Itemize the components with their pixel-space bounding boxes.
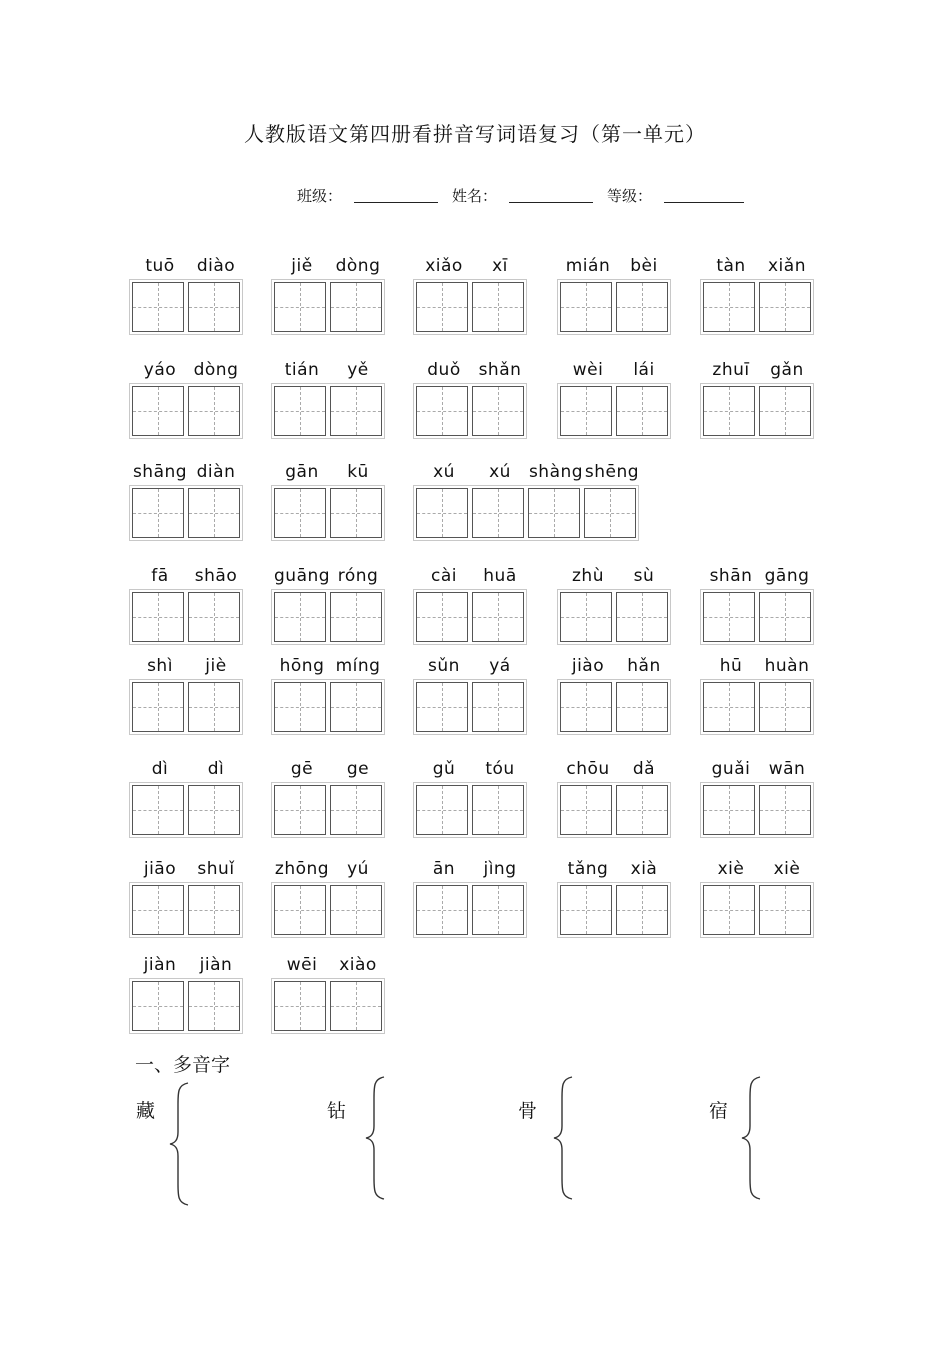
tianzige-box[interactable] (274, 592, 326, 642)
writing-boxes (557, 882, 671, 938)
tianzige-box[interactable] (188, 386, 240, 436)
name-label: 姓名： (452, 187, 498, 205)
pinyin-label (560, 656, 672, 678)
tianzige-box[interactable] (560, 592, 612, 642)
writing-boxes (413, 882, 527, 938)
page-title: 人教版语文第四册看拼音写词语复习（第一单元） (244, 122, 706, 146)
tianzige-box[interactable] (416, 488, 468, 538)
writing-boxes (271, 589, 385, 645)
pinyin-syllable: xiǎn (768, 256, 806, 276)
pinyin-syllable: gē (290, 759, 314, 779)
writing-boxes (557, 782, 671, 838)
pinyin-label (560, 256, 672, 278)
tianzige-box[interactable] (616, 282, 668, 332)
writing-boxes (557, 589, 671, 645)
pinyin-syllable: gǎn (770, 360, 804, 380)
polyphone-char: 宿 (709, 1100, 729, 1122)
tianzige-box[interactable] (416, 885, 468, 935)
pinyin-syllable: xú (489, 462, 511, 482)
writing-boxes (413, 485, 639, 541)
tianzige-box[interactable] (416, 282, 468, 332)
writing-boxes (129, 383, 243, 439)
writing-boxes (271, 882, 385, 938)
class-label: 班级： (297, 187, 343, 205)
pinyin-syllable: diào (196, 256, 236, 276)
grade-label: 等级： (607, 187, 653, 205)
pinyin-label (560, 360, 672, 382)
tianzige-box[interactable] (584, 488, 636, 538)
tianzige-box[interactable] (472, 386, 524, 436)
pinyin-syllable: duǒ (427, 360, 461, 380)
pinyin-label (416, 859, 528, 881)
writing-boxes (413, 279, 527, 335)
writing-boxes (557, 279, 671, 335)
pinyin-syllable: yú (347, 859, 369, 879)
pinyin-syllable: jiě (291, 256, 313, 276)
tianzige-box[interactable] (416, 386, 468, 436)
tianzige-box[interactable] (616, 592, 668, 642)
tianzige-box[interactable] (132, 885, 184, 935)
pinyin-syllable: tuō (145, 256, 175, 276)
pinyin-syllable: zhuī (712, 360, 750, 380)
pinyin-syllable: jiàn (199, 955, 233, 975)
tianzige-box[interactable] (703, 592, 755, 642)
pinyin-syllable: jiāo (143, 859, 177, 879)
tianzige-box[interactable] (188, 885, 240, 935)
tianzige-box[interactable] (188, 785, 240, 835)
pinyin-syllable: dǎ (632, 759, 656, 779)
pinyin-syllable: xiè (717, 859, 745, 879)
pinyin-label (703, 759, 815, 781)
pinyin-syllable: tián (284, 360, 320, 380)
tianzige-box[interactable] (703, 386, 755, 436)
pinyin-label (560, 759, 672, 781)
writing-boxes (129, 679, 243, 735)
pinyin-syllable: huā (483, 566, 517, 586)
pinyin-syllable: dòng (335, 256, 381, 276)
brace-icon (740, 1074, 766, 1202)
tianzige-box[interactable] (416, 682, 468, 732)
pinyin-label (560, 566, 672, 588)
name-blank (509, 188, 593, 203)
pinyin-syllable: bèi (630, 256, 658, 276)
writing-boxes (271, 279, 385, 335)
pinyin-label (132, 462, 244, 484)
tianzige-box[interactable] (703, 682, 755, 732)
pinyin-syllable: shuǐ (197, 859, 235, 879)
pinyin-syllable: tǎng (567, 859, 609, 879)
tianzige-box[interactable] (560, 885, 612, 935)
tianzige-box[interactable] (132, 386, 184, 436)
pinyin-syllable: guǎi (711, 759, 751, 779)
writing-boxes (129, 485, 243, 541)
tianzige-box[interactable] (330, 282, 382, 332)
tianzige-box[interactable] (132, 785, 184, 835)
tianzige-box[interactable] (188, 682, 240, 732)
tianzige-box[interactable] (188, 488, 240, 538)
pinyin-syllable: yá (489, 656, 511, 676)
pinyin-label (416, 462, 640, 484)
pinyin-syllable: xī (492, 256, 508, 276)
pinyin-syllable: kū (347, 462, 369, 482)
writing-boxes (271, 485, 385, 541)
tianzige-box[interactable] (616, 885, 668, 935)
pinyin-label (703, 360, 815, 382)
pinyin-label (274, 859, 386, 881)
writing-boxes (129, 589, 243, 645)
writing-boxes (271, 679, 385, 735)
tianzige-box[interactable] (416, 785, 468, 835)
tianzige-box[interactable] (132, 592, 184, 642)
writing-boxes (700, 782, 814, 838)
pinyin-syllable: xiǎo (425, 256, 463, 276)
writing-boxes (413, 782, 527, 838)
pinyin-syllable: róng (337, 566, 379, 586)
pinyin-label (132, 656, 244, 678)
pinyin-syllable: hōng (279, 656, 325, 676)
tianzige-box[interactable] (472, 682, 524, 732)
writing-boxes (129, 978, 243, 1034)
pinyin-syllable: shàng (528, 462, 584, 482)
writing-boxes (129, 782, 243, 838)
pinyin-syllable: shǎn (478, 360, 522, 380)
tianzige-box[interactable] (188, 282, 240, 332)
tianzige-box[interactable] (703, 282, 755, 332)
pinyin-syllable: jiè (205, 656, 227, 676)
tianzige-box[interactable] (132, 488, 184, 538)
tianzige-box[interactable] (274, 386, 326, 436)
pinyin-label (416, 656, 528, 678)
pinyin-syllable: diàn (196, 462, 236, 482)
polyphone-char: 骨 (518, 1100, 538, 1122)
section-heading: 一、多音字 (135, 1054, 231, 1076)
tianzige-box[interactable] (330, 682, 382, 732)
tianzige-box[interactable] (759, 785, 811, 835)
pinyin-syllable: gāng (764, 566, 810, 586)
pinyin-syllable: guāng (274, 566, 331, 586)
pinyin-label (274, 759, 386, 781)
pinyin-syllable: xiè (773, 859, 801, 879)
pinyin-label (274, 955, 386, 977)
tianzige-box[interactable] (274, 981, 326, 1031)
writing-boxes (700, 589, 814, 645)
brace-icon (168, 1080, 194, 1208)
writing-boxes (700, 882, 814, 938)
pinyin-syllable: cài (431, 566, 457, 586)
writing-boxes (271, 978, 385, 1034)
tianzige-box[interactable] (132, 682, 184, 732)
tianzige-box[interactable] (330, 488, 382, 538)
pinyin-syllable: wēi (286, 955, 318, 975)
pinyin-label (703, 566, 815, 588)
pinyin-syllable: ān (432, 859, 456, 879)
pinyin-label (274, 656, 386, 678)
pinyin-syllable: jiào (571, 656, 605, 676)
pinyin-label (132, 955, 244, 977)
pinyin-syllable: sù (633, 566, 655, 586)
pinyin-label (703, 656, 815, 678)
pinyin-syllable: hǎn (627, 656, 661, 676)
tianzige-box[interactable] (560, 785, 612, 835)
tianzige-box[interactable] (416, 592, 468, 642)
pinyin-label (274, 462, 386, 484)
tianzige-box[interactable] (274, 785, 326, 835)
pinyin-syllable: zhōng (274, 859, 330, 879)
pinyin-label (274, 256, 386, 278)
pinyin-label (703, 859, 815, 881)
tianzige-box[interactable] (616, 386, 668, 436)
tianzige-box[interactable] (132, 282, 184, 332)
pinyin-label (416, 566, 528, 588)
brace-icon (552, 1074, 578, 1202)
tianzige-box[interactable] (703, 785, 755, 835)
pinyin-syllable: míng (335, 656, 381, 676)
pinyin-syllable: shì (147, 656, 173, 676)
tianzige-box[interactable] (132, 981, 184, 1031)
tianzige-box[interactable] (472, 488, 524, 538)
tianzige-box[interactable] (330, 592, 382, 642)
tianzige-box[interactable] (472, 282, 524, 332)
student-info (297, 185, 744, 206)
tianzige-box[interactable] (528, 488, 580, 538)
tianzige-box[interactable] (472, 785, 524, 835)
writing-boxes (271, 782, 385, 838)
pinyin-label (132, 360, 244, 382)
pinyin-syllable: dòng (193, 360, 239, 380)
tianzige-box[interactable] (616, 785, 668, 835)
pinyin-syllable: shēng (584, 462, 640, 482)
pinyin-syllable: huàn (764, 656, 810, 676)
pinyin-label (416, 256, 528, 278)
writing-boxes (413, 383, 527, 439)
pinyin-syllable: xú (433, 462, 455, 482)
pinyin-syllable: chōu (566, 759, 610, 779)
tianzige-box[interactable] (188, 592, 240, 642)
pinyin-label (274, 360, 386, 382)
tianzige-box[interactable] (616, 682, 668, 732)
pinyin-syllable: fā (151, 566, 169, 586)
writing-boxes (557, 679, 671, 735)
class-blank (354, 188, 438, 203)
writing-boxes (129, 279, 243, 335)
pinyin-syllable: gān (285, 462, 319, 482)
tianzige-box[interactable] (560, 282, 612, 332)
tianzige-box[interactable] (274, 282, 326, 332)
writing-boxes (271, 383, 385, 439)
pinyin-syllable: hū (719, 656, 743, 676)
tianzige-box[interactable] (759, 386, 811, 436)
pinyin-syllable: xià (630, 859, 658, 879)
pinyin-syllable: shāng (132, 462, 188, 482)
tianzige-box[interactable] (472, 885, 524, 935)
pinyin-label (132, 759, 244, 781)
writing-boxes (700, 279, 814, 335)
tianzige-box[interactable] (560, 386, 612, 436)
tianzige-box[interactable] (330, 785, 382, 835)
pinyin-syllable: yě (347, 360, 369, 380)
tianzige-box[interactable] (330, 885, 382, 935)
pinyin-syllable: jìng (483, 859, 517, 879)
pinyin-label (132, 256, 244, 278)
pinyin-syllable: dì (151, 759, 169, 779)
pinyin-label (132, 859, 244, 881)
pinyin-syllable: tàn (716, 256, 746, 276)
pinyin-label (703, 256, 815, 278)
pinyin-syllable: jiàn (143, 955, 177, 975)
polyphone-char: 钻 (327, 1100, 347, 1122)
pinyin-syllable: xiào (339, 955, 377, 975)
pinyin-syllable: lái (633, 360, 655, 380)
tianzige-box[interactable] (759, 682, 811, 732)
pinyin-label (132, 566, 244, 588)
pinyin-syllable: tóu (485, 759, 515, 779)
grade-blank (664, 188, 744, 203)
pinyin-label (274, 566, 386, 588)
pinyin-label (560, 859, 672, 881)
tianzige-box[interactable] (560, 682, 612, 732)
tianzige-box[interactable] (274, 885, 326, 935)
pinyin-syllable: shān (709, 566, 753, 586)
writing-boxes (129, 882, 243, 938)
pinyin-syllable: wān (768, 759, 806, 779)
brace-icon (364, 1074, 390, 1202)
tianzige-box[interactable] (274, 488, 326, 538)
tianzige-box[interactable] (759, 282, 811, 332)
pinyin-syllable: ge (346, 759, 370, 779)
writing-boxes (413, 589, 527, 645)
pinyin-label (416, 360, 528, 382)
pinyin-label (416, 759, 528, 781)
writing-boxes (557, 383, 671, 439)
tianzige-box[interactable] (188, 981, 240, 1031)
tianzige-box[interactable] (759, 885, 811, 935)
pinyin-syllable: sǔn (428, 656, 460, 676)
pinyin-syllable: gǔ (432, 759, 456, 779)
pinyin-syllable: zhù (572, 566, 604, 586)
pinyin-syllable: mián (565, 256, 611, 276)
pinyin-syllable: shāo (194, 566, 238, 586)
tianzige-box[interactable] (330, 981, 382, 1031)
tianzige-box[interactable] (472, 592, 524, 642)
tianzige-box[interactable] (330, 386, 382, 436)
tianzige-box[interactable] (759, 592, 811, 642)
tianzige-box[interactable] (703, 885, 755, 935)
writing-boxes (413, 679, 527, 735)
pinyin-syllable: wèi (572, 360, 604, 380)
tianzige-box[interactable] (274, 682, 326, 732)
pinyin-syllable: yáo (143, 360, 177, 380)
pinyin-syllable: dì (207, 759, 225, 779)
polyphone-char: 藏 (136, 1100, 156, 1122)
writing-boxes (700, 679, 814, 735)
writing-boxes (700, 383, 814, 439)
